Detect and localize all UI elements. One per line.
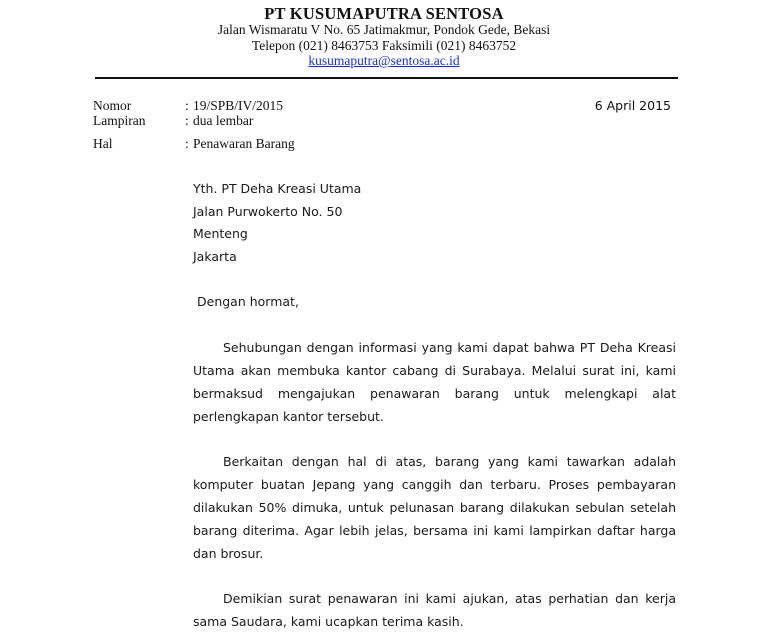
nomor-colon: :: [185, 98, 189, 113]
lampiran-value: dua lembar: [193, 113, 254, 128]
letter-date: 6 April 2015: [594, 98, 671, 113]
letterhead-divider: [95, 77, 678, 79]
company-name: PT KUSUMAPUTRA SENTOSA: [264, 4, 504, 23]
company-email-line: [0, 53, 768, 69]
hal-value: Penawaran Barang: [193, 136, 295, 151]
hal-colon: :: [185, 136, 189, 151]
hal-label: Hal: [93, 136, 113, 151]
salutation: Dengan hormat,: [197, 294, 299, 309]
nomor-label: Nomor: [93, 98, 132, 113]
nomor-value: 19/SPB/IV/2015: [193, 98, 284, 113]
recipient-line: Yth. PT Deha Kreasi Utama: [193, 181, 362, 196]
company-phone: Telepon (021) 8463753 Faksimili (021) 8463752: [251, 38, 517, 53]
lampiran-label: Lampiran: [93, 113, 146, 128]
recipient-line: Menteng: [193, 226, 248, 241]
body-paragraph: Berkaitan dengan hal di atas, barang yang kami tawarkan adalah komputer buatan Jepang yang canggih dan terbaru. Proses pembayaran dilakukan 50% dimuka, untuk pelunasan barang dilakukan sebulan setelah barang diterima. Agar lebih jelas, bersama ini kami lampirkan daftar harga dan brosur.: [193, 454, 676, 561]
company-address: Jalan Wismaratu V No. 65 Jatimakmur, Pondok Gede, Bekasi: [217, 22, 551, 37]
lampiran-colon: :: [185, 113, 189, 128]
recipient-line: Jalan Purwokerto No. 50: [193, 204, 343, 219]
company-email-link[interactable]: kusumaputra@sentosa.ac.id: [308, 53, 460, 68]
recipient-line: Jakarta: [193, 249, 237, 264]
body-paragraph: Sehubungan dengan informasi yang kami dapat bahwa PT Deha Kreasi Utama akan membuka kantor cabang di Surabaya. Melalui surat ini, kami bermaksud mengajukan penawaran barang untuk melengkapi alat perlengkapan kantor tersebut.: [193, 340, 676, 424]
body-paragraph: Demikian surat penawaran ini kami ajukan, atas perhatian dan kerja sama Saudara, kami ucapkan terima kasih.: [193, 591, 676, 629]
